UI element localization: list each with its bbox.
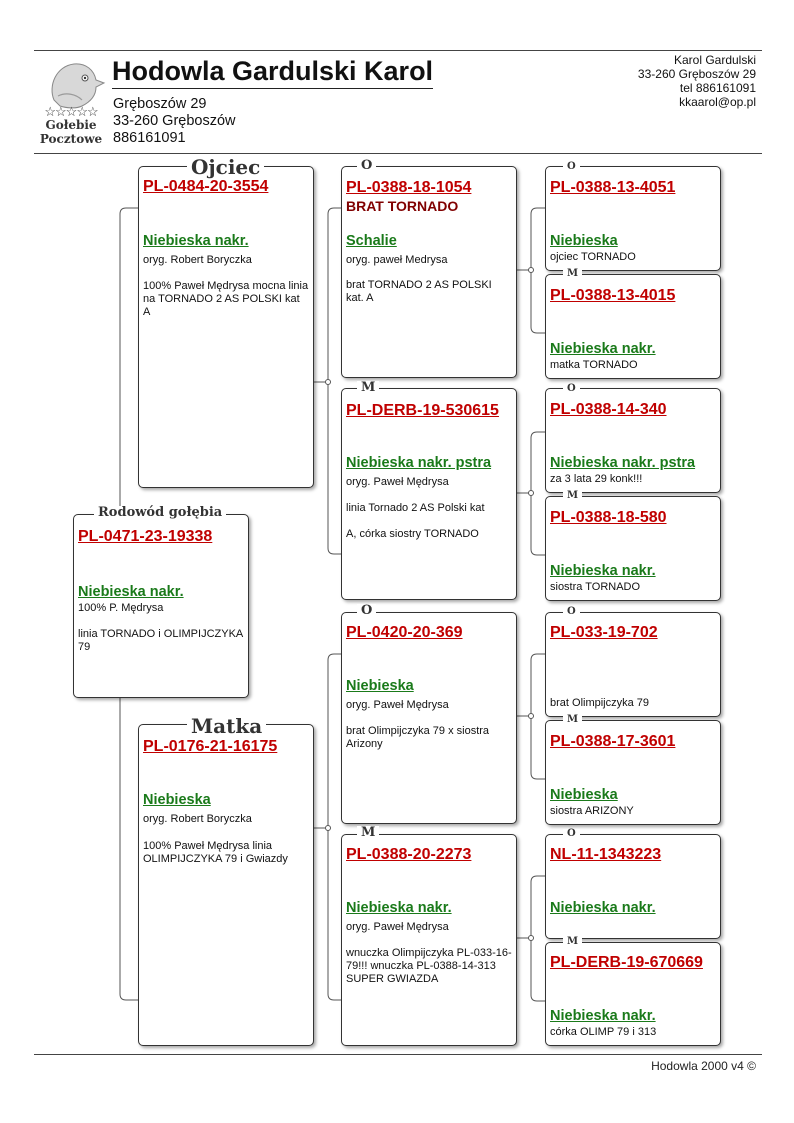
great-grandparent-card[interactable] <box>545 612 721 717</box>
ring-number[interactable]: PL-0388-14-340 <box>550 401 667 418</box>
feather-color: Niebieska nakr. <box>143 233 249 249</box>
breeder-title: Hodowla Gardulski Karol <box>112 56 433 89</box>
feather-color: Niebieska <box>346 678 414 694</box>
ring-number[interactable]: PL-0388-18-1054 <box>346 179 472 196</box>
great-grandparent-card[interactable] <box>545 942 721 1046</box>
sex-label: M <box>357 381 379 394</box>
note: oryg. Robert Boryczka <box>143 254 252 266</box>
great-grandparent-card[interactable] <box>545 166 721 271</box>
ring-number[interactable]: PL-0420-20-369 <box>346 624 463 641</box>
feather-color: Niebieska nakr. pstra <box>550 455 696 471</box>
feather-color: Niebieska nakr. <box>550 1008 656 1024</box>
feather-color: Schalie <box>346 233 397 249</box>
feather-color: Niebieska nakr. <box>78 584 184 600</box>
mother-card[interactable] <box>138 724 314 1046</box>
note: 100% Paweł Mędrysa linia OLIMPIJCZYKA 79 i Gwiazdy <box>143 840 288 865</box>
note: ojciec TORNADO <box>550 251 636 263</box>
father-card[interactable] <box>138 166 314 488</box>
note: oryg. Paweł Mędrysa <box>346 921 449 933</box>
logo-stars: ☆☆☆☆☆ <box>44 104 98 119</box>
ring-number[interactable]: PL-0388-13-4015 <box>550 287 676 304</box>
note: wnuczka Olimpijczyka PL-033-16-79!!! wnuczka PL-0388-14-313 SUPER GWIAZDA <box>346 947 512 985</box>
logo-text-line1: Gołebie <box>45 118 97 132</box>
sex-label: O <box>563 829 580 839</box>
contact-address: 33-260 Gręboszów 29 <box>637 67 756 81</box>
feather-color: Niebieska nakr. <box>550 900 656 916</box>
ring-number[interactable]: PL-033-19-702 <box>550 624 658 641</box>
ring-number[interactable]: PL-DERB-19-530615 <box>346 402 499 419</box>
sex-label: O <box>357 159 376 172</box>
contact-email: kkaarol@op.pl <box>679 95 756 109</box>
great-grandparent-card[interactable] <box>545 720 721 825</box>
feather-color: Niebieska <box>143 792 211 808</box>
ring-number[interactable]: PL-0388-17-3601 <box>550 733 676 750</box>
note: matka TORNADO <box>550 359 638 371</box>
sex-label: O <box>563 607 580 617</box>
grandmother-maternal-card[interactable] <box>341 834 517 1046</box>
note: brat TORNADO 2 AS POLSKI kat. A <box>346 279 492 304</box>
note: siostra ARIZONY <box>550 805 634 817</box>
ring-number[interactable]: PL-0388-20-2273 <box>346 846 472 863</box>
sex-label: M <box>563 491 582 501</box>
address-line: 33-260 Gręboszów <box>113 113 236 129</box>
sex-label: O <box>563 384 580 394</box>
mother-label: Matka <box>187 716 266 736</box>
pigeon-name: BRAT TORNADO <box>346 198 459 214</box>
logo-text-line2: Pocztowe <box>39 132 103 146</box>
sex-label: M <box>357 826 379 839</box>
note: 100% Paweł Mędrysa mocna linia na TORNADO 2 AS POLSKI kat A <box>143 280 309 318</box>
note: brat Olimpijczyka 79 x siostra Arizony <box>346 725 490 750</box>
feather-color: Niebieska nakr. <box>550 563 656 579</box>
note: oryg. Paweł Mędrysa <box>346 699 449 711</box>
ring-number[interactable]: PL-DERB-19-670669 <box>550 954 703 971</box>
note: 100% P. Mędrysa <box>78 602 164 614</box>
address-line: Gręboszów 29 <box>113 96 207 112</box>
ring-number[interactable]: NL-11-1343223 <box>550 846 662 863</box>
note: oryg. Robert Boryczka <box>143 813 252 825</box>
ring-number[interactable]: PL-0471-23-19338 <box>78 528 213 545</box>
great-grandparent-card[interactable] <box>545 496 721 601</box>
sex-label: M <box>563 269 582 279</box>
ring-number[interactable]: PL-0176-21-16175 <box>143 738 278 755</box>
pigeon-card[interactable] <box>73 514 249 698</box>
note: za 3 lata 29 konk!!! <box>550 473 643 485</box>
feather-color: Niebieska nakr. <box>346 900 452 916</box>
contact-phone: tel 886161091 <box>679 81 756 95</box>
feather-color: Niebieska nakr. <box>550 341 656 357</box>
great-grandparent-card[interactable] <box>545 388 721 493</box>
footer-version: Hodowla 2000 v4 © <box>651 1059 756 1073</box>
ring-number[interactable]: PL-0388-18-580 <box>550 509 667 526</box>
note: brat Olimpijczyka 79 <box>550 697 650 709</box>
address-line: 886161091 <box>113 130 186 146</box>
note: linia TORNADO i OLIMPIJCZYKA 79 <box>78 628 243 653</box>
ring-number[interactable]: PL-0388-13-4051 <box>550 179 676 196</box>
note: oryg. paweł Medrysa <box>346 254 448 266</box>
feather-color: Niebieska nakr. pstra <box>346 455 492 471</box>
note: oryg. Paweł Mędrysa <box>346 476 449 488</box>
sex-label: M <box>563 715 582 725</box>
grandmother-paternal-card[interactable] <box>341 388 517 600</box>
sex-label: O <box>357 604 376 617</box>
pedigree-label: Rodowód gołębia <box>94 506 226 519</box>
sex-label: O <box>563 162 580 172</box>
feather-color: Niebieska <box>550 787 618 803</box>
father-label: Ojciec <box>187 157 264 177</box>
note: siostra TORNADO <box>550 581 641 593</box>
note: córka OLIMP 79 i 313 <box>550 1026 657 1038</box>
contact-name: Karol Gardulski <box>673 53 756 67</box>
feather-color: Niebieska <box>550 233 618 249</box>
ring-number[interactable]: PL-0484-20-3554 <box>143 178 269 195</box>
grandfather-paternal-card[interactable] <box>341 166 517 378</box>
great-grandparent-card[interactable] <box>545 834 721 939</box>
note: A, córka siostry TORNADO <box>346 528 479 540</box>
sex-label: M <box>563 937 582 947</box>
grandfather-maternal-card[interactable] <box>341 612 517 824</box>
note: linia Tornado 2 AS Polski kat <box>346 502 485 514</box>
great-grandparent-card[interactable] <box>545 274 721 379</box>
